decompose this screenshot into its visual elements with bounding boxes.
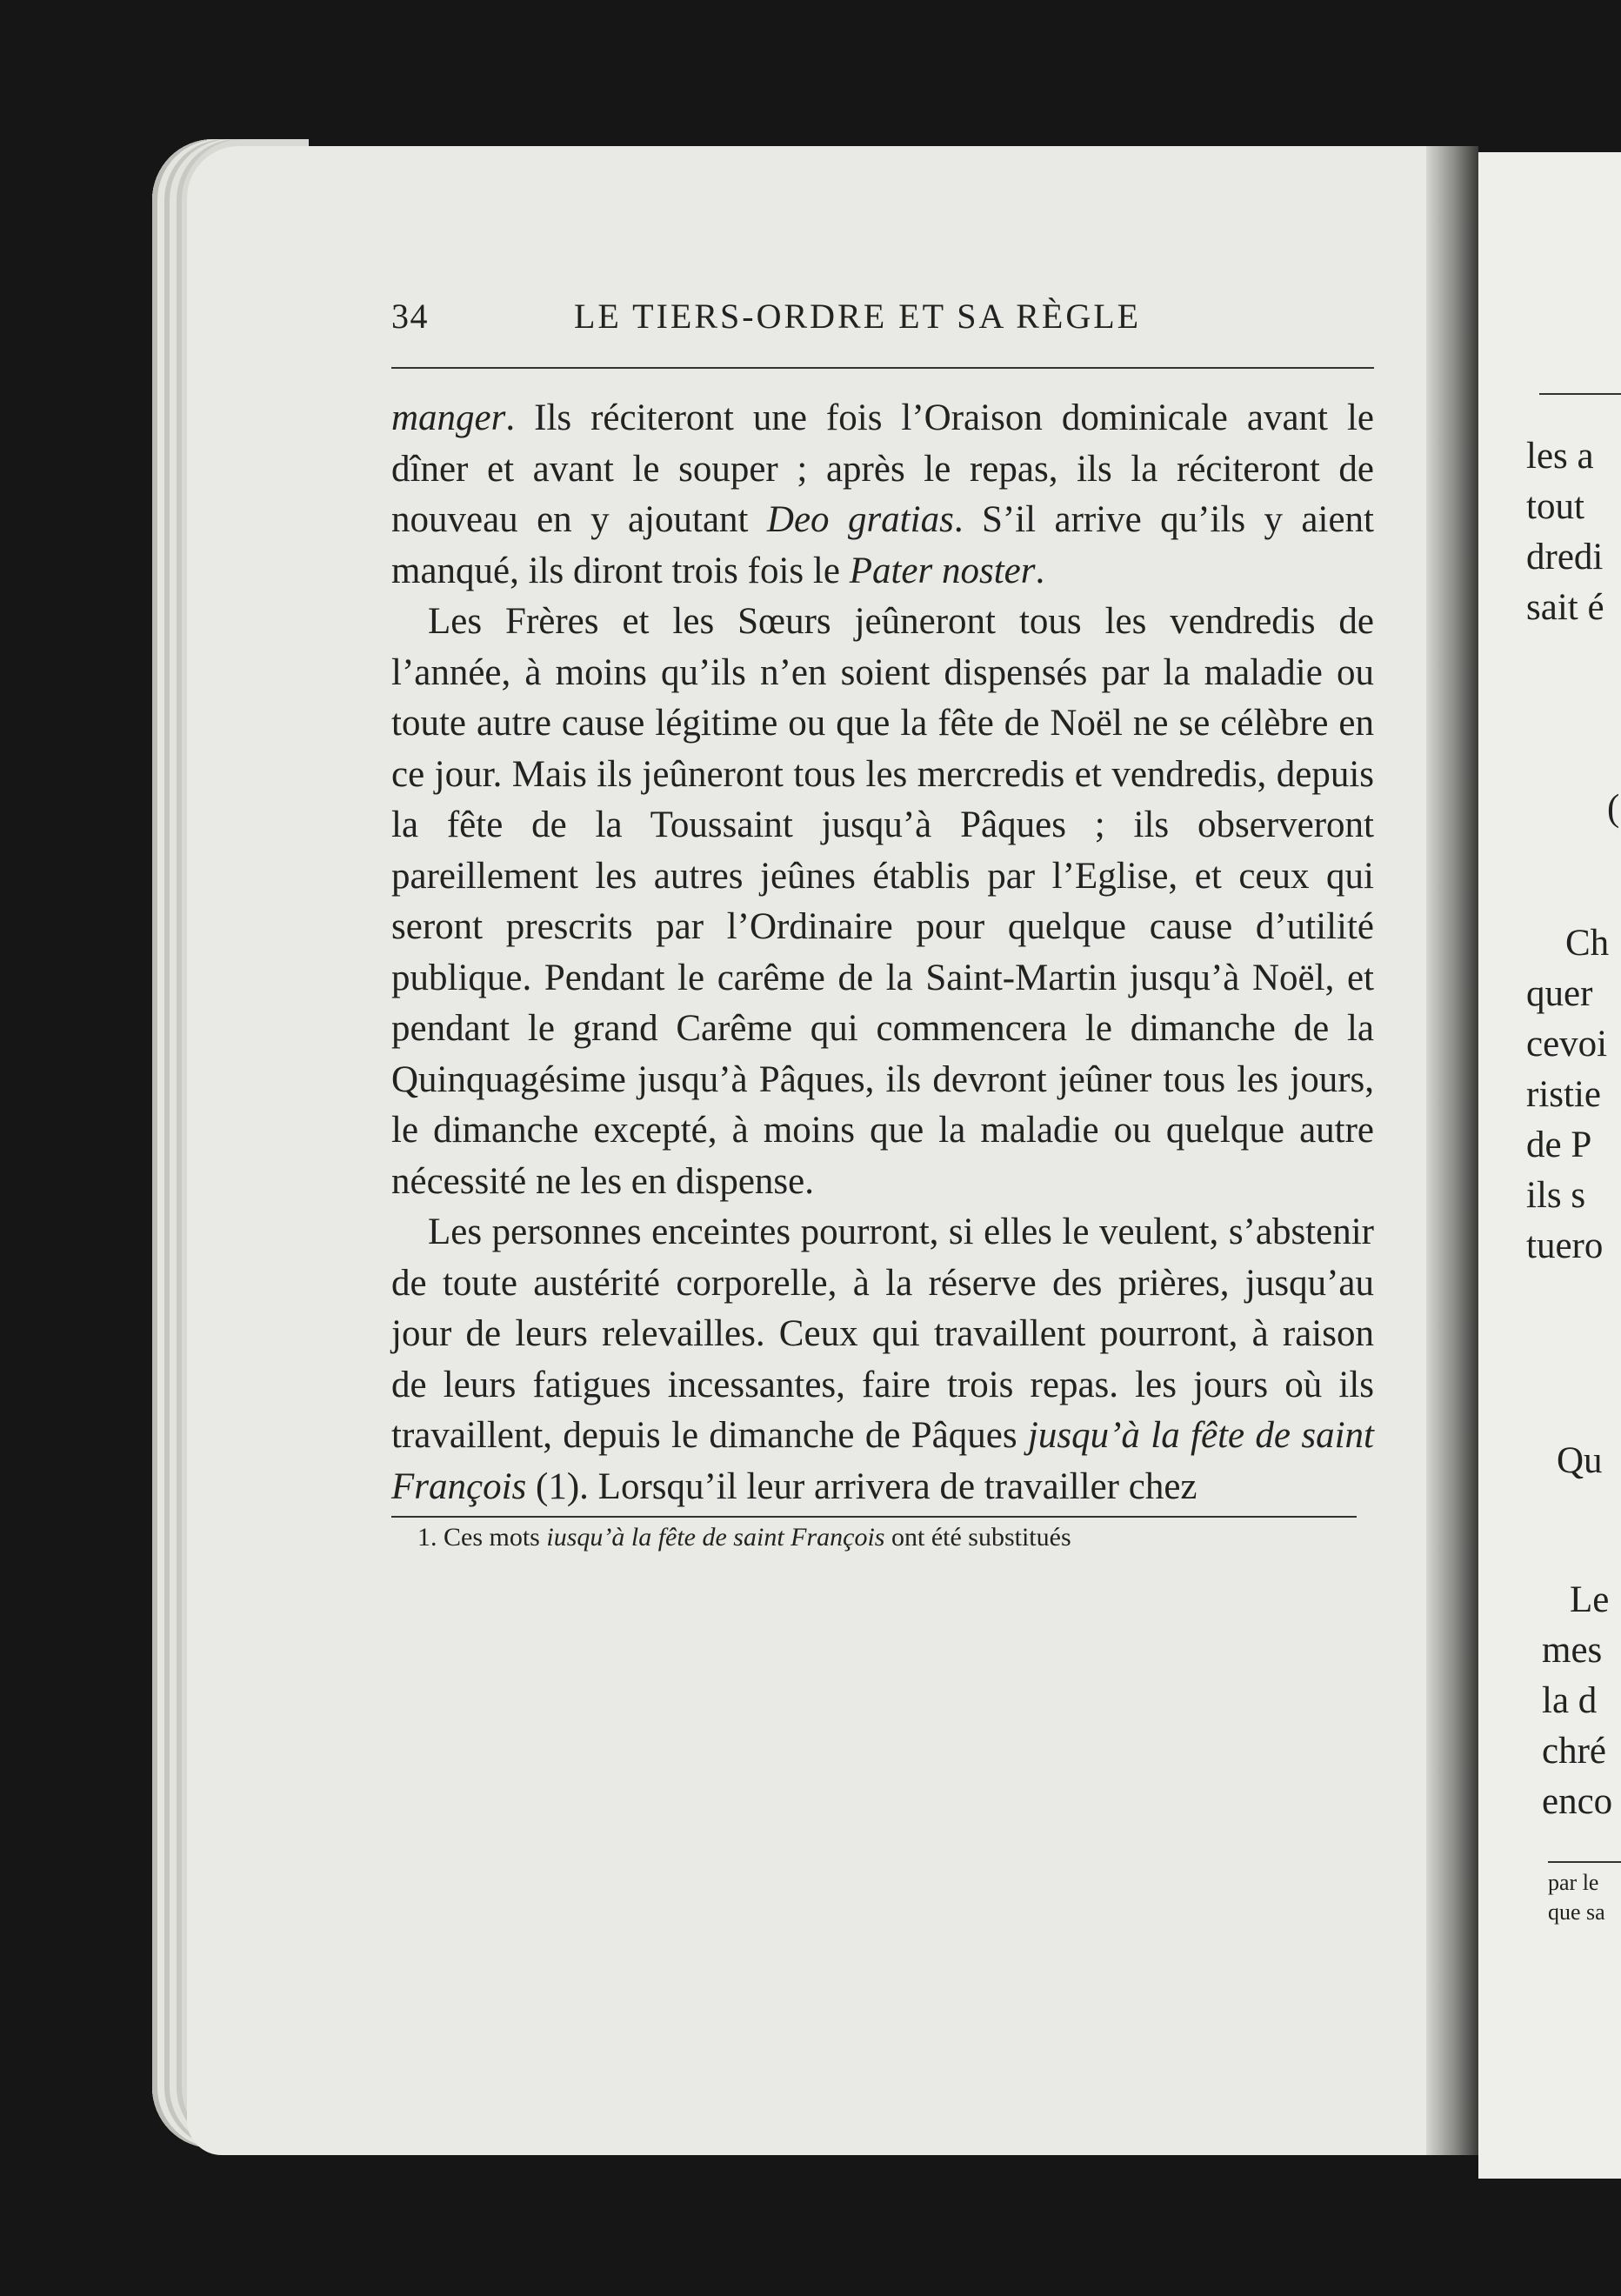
footnote (391, 1523, 1374, 1552)
footnote-number: 1. (417, 1523, 437, 1552)
paragraph-text: . (1035, 550, 1045, 591)
right-line: les a (1526, 436, 1594, 477)
right-line: dredi (1526, 537, 1604, 577)
right-line: cevoi (1526, 1024, 1608, 1065)
right-heading-fragment: ( (1607, 788, 1620, 829)
paragraph-text: . S’il arrive qu’ils y aient manqué, ils diront trois fois le (391, 499, 1374, 591)
right-line: ristie (1526, 1074, 1601, 1115)
right-line: Ch (1565, 923, 1610, 964)
paragraph-2: Les Frères et les Sœurs jeûneront tous les vendredis de l’année, à moins qu’ils n’en soient dispensés par la maladie ou toute autre cause légitime ou que la fête de Noël ne se célèbre en ce jour. Mais ils jeûneront tous les mercredis et vendredis, depuis la fête de la Toussaint jusqu’à Pâques ; ils observeront pareillement les autres jeûnes établis par l’Eglise, et ceux qui seront prescrits par l’Ordinaire pour quelque cause d’utilité publique. Pendant le carême de la Saint-Martin jusqu’à Noël, et pendant le grand Carême qui commencera le dimanche de la Quinquagésime jusqu’à Pâques, ils devront jeûner tous les jours, le dimanche excepté, à moins que la maladie ou quelque autre nécessité ne les en dispense. (391, 601, 1374, 1202)
right-line: ils s (1526, 1175, 1586, 1216)
footnote-italic: iusqu’à la fête de saint François (546, 1523, 885, 1552)
paragraph-text: . Lorsqu’il leur arrivera de travailler chez (579, 1465, 1197, 1507)
right-line: sait é (1526, 587, 1604, 628)
italic-phrase: Pater noster (849, 550, 1036, 591)
right-line: de P (1526, 1125, 1592, 1165)
running-header (391, 296, 1374, 348)
page-number: 34 (391, 297, 429, 336)
paragraph-3 (391, 1207, 1374, 1512)
right-line: quer (1526, 973, 1593, 1014)
right-header-rule (1539, 393, 1621, 395)
book-gutter (1426, 146, 1478, 2155)
right-line: enco (1542, 1781, 1613, 1822)
body-text (391, 393, 1374, 1512)
italic-phrase: jusqu’à la fête de saint François (391, 1415, 1374, 1507)
right-heading-fragment: Qu (1557, 1440, 1603, 1481)
running-title: LE TIERS-ORDRE ET SA RÈGLE (574, 297, 1142, 336)
paragraph-text: . Ils réciteront une fois l’Oraison dominicale avant le dîner et avant le souper ; après le repas, ils la réciteront de nouveau en y ajoutant (391, 397, 1374, 540)
footnote-text: Ces mots (437, 1523, 547, 1552)
right-line: chré (1542, 1731, 1606, 1772)
right-line: la d (1542, 1680, 1598, 1721)
footnote-rule (391, 1516, 1357, 1518)
right-line: tout (1526, 486, 1584, 527)
right-footnote-rule (1548, 1861, 1621, 1863)
right-line: Le (1570, 1579, 1610, 1620)
footnote-reference: (1) (526, 1465, 580, 1507)
italic-phrase: Deo gratias (766, 499, 954, 540)
header-rule (391, 367, 1374, 369)
paragraph-1 (391, 393, 1374, 597)
right-line: tuero (1526, 1225, 1604, 1266)
right-line: mes (1542, 1630, 1603, 1671)
right-footnote-line: que sa (1548, 1899, 1605, 1925)
italic-word: manger (391, 397, 506, 438)
paragraph-text: Les personnes enceintes pourront, si elles le veulent, s’abstenir de toute austérité corporelle, à la réserve des prières, jusqu’au jour de leurs relevailles. Ceux qui travaillent pourront, à raison de leurs fatigues incessantes, faire trois repas. les jours où ils travaillent, depuis le dimanche de Pâques (391, 1211, 1374, 1456)
right-footnote-line: par le (1548, 1870, 1599, 1895)
left-page-content (391, 296, 1374, 1552)
footnote-text: ont été substitués (884, 1523, 1071, 1552)
